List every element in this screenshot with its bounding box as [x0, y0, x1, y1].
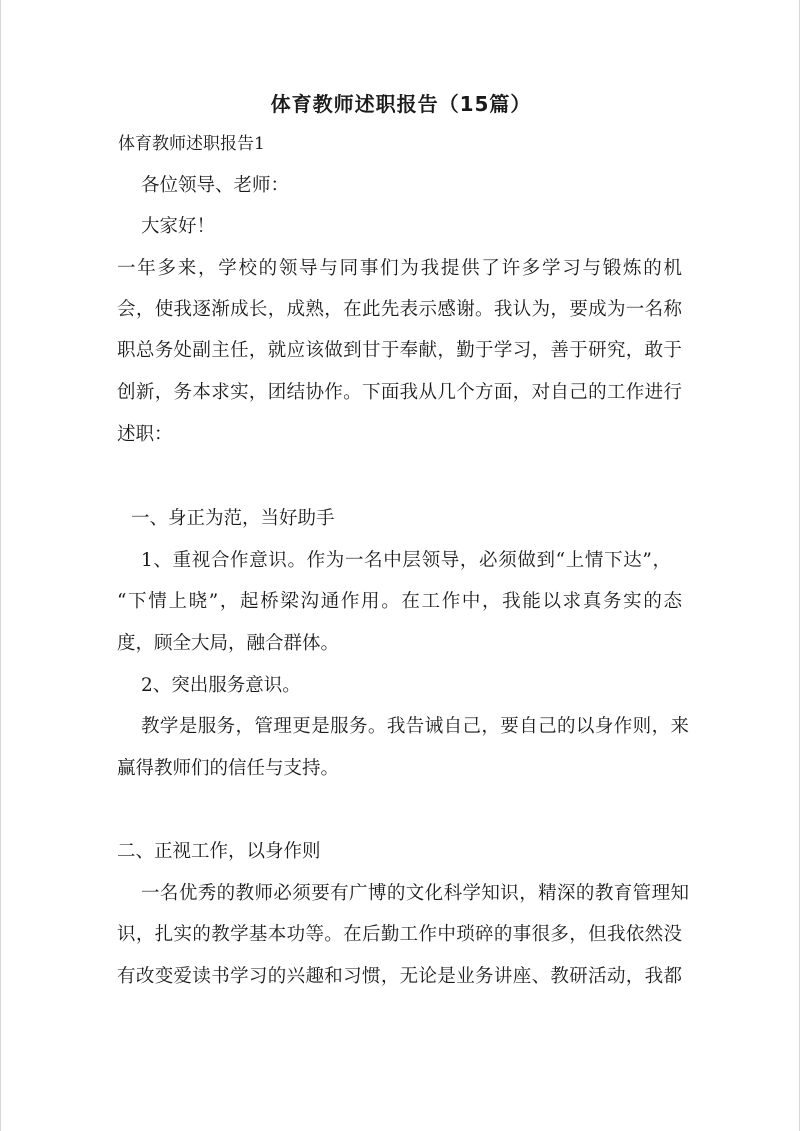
- intro-line-5: 述职：: [117, 424, 173, 445]
- section1-item1-line-1: 1、重视合作意识。作为一名中层领导，必须做到“上情下达”，: [141, 550, 671, 571]
- section1-heading: 一、身正为范，当好助手: [131, 508, 335, 529]
- section2-text-line-3: 有改变爱读书学习的兴趣和习惯，无论是业务讲座、教研活动，我都: [117, 966, 682, 987]
- subtitle: 体育教师述职报告1: [118, 134, 265, 154]
- section2-text-line-2: 识，扎实的教学基本功等。在后勤工作中琐碎的事很多，但我依然没: [117, 924, 682, 945]
- section1-item2: 2、突出服务意识。: [141, 675, 301, 696]
- section1-item2-text-line-1: 教学是服务，管理更是服务。我告诫自己，要自己的以身作则，来: [141, 716, 689, 737]
- intro-line-1: 一年多来，学校的领导与同事们为我提供了许多学习与锻炼的机: [117, 258, 682, 279]
- document-title: 体育教师述职报告（15篇）: [270, 92, 532, 116]
- intro-line-2: 会，使我逐渐成长，成熟，在此先表示感谢。我认为，要成为一名称: [117, 299, 682, 320]
- greeting: 各位领导、老师：: [141, 175, 290, 196]
- section1-item1-line-2: “下情上晓”，起桥梁沟通作用。在工作中，我能以求真务实的态: [117, 591, 682, 612]
- section2-text-line-1: 一名优秀的教师必须要有广博的文化科学知识，精深的教育管理知: [141, 883, 689, 904]
- section1-item2-text-line-2: 赢得教师们的信任与支持。: [117, 758, 340, 779]
- section1-item1-line-3: 度，顾全大局，融合群体。: [117, 633, 340, 654]
- intro-line-3: 职总务处副主任，就应该做到甘于奉献，勤于学习，善于研究，敢于: [117, 340, 682, 361]
- intro-line-4: 创新，务本求实，团结协作。下面我从几个方面，对自己的工作进行: [117, 382, 682, 403]
- section2-heading: 二、正视工作，以身作则: [117, 841, 321, 862]
- salutation: 大家好！: [141, 216, 216, 237]
